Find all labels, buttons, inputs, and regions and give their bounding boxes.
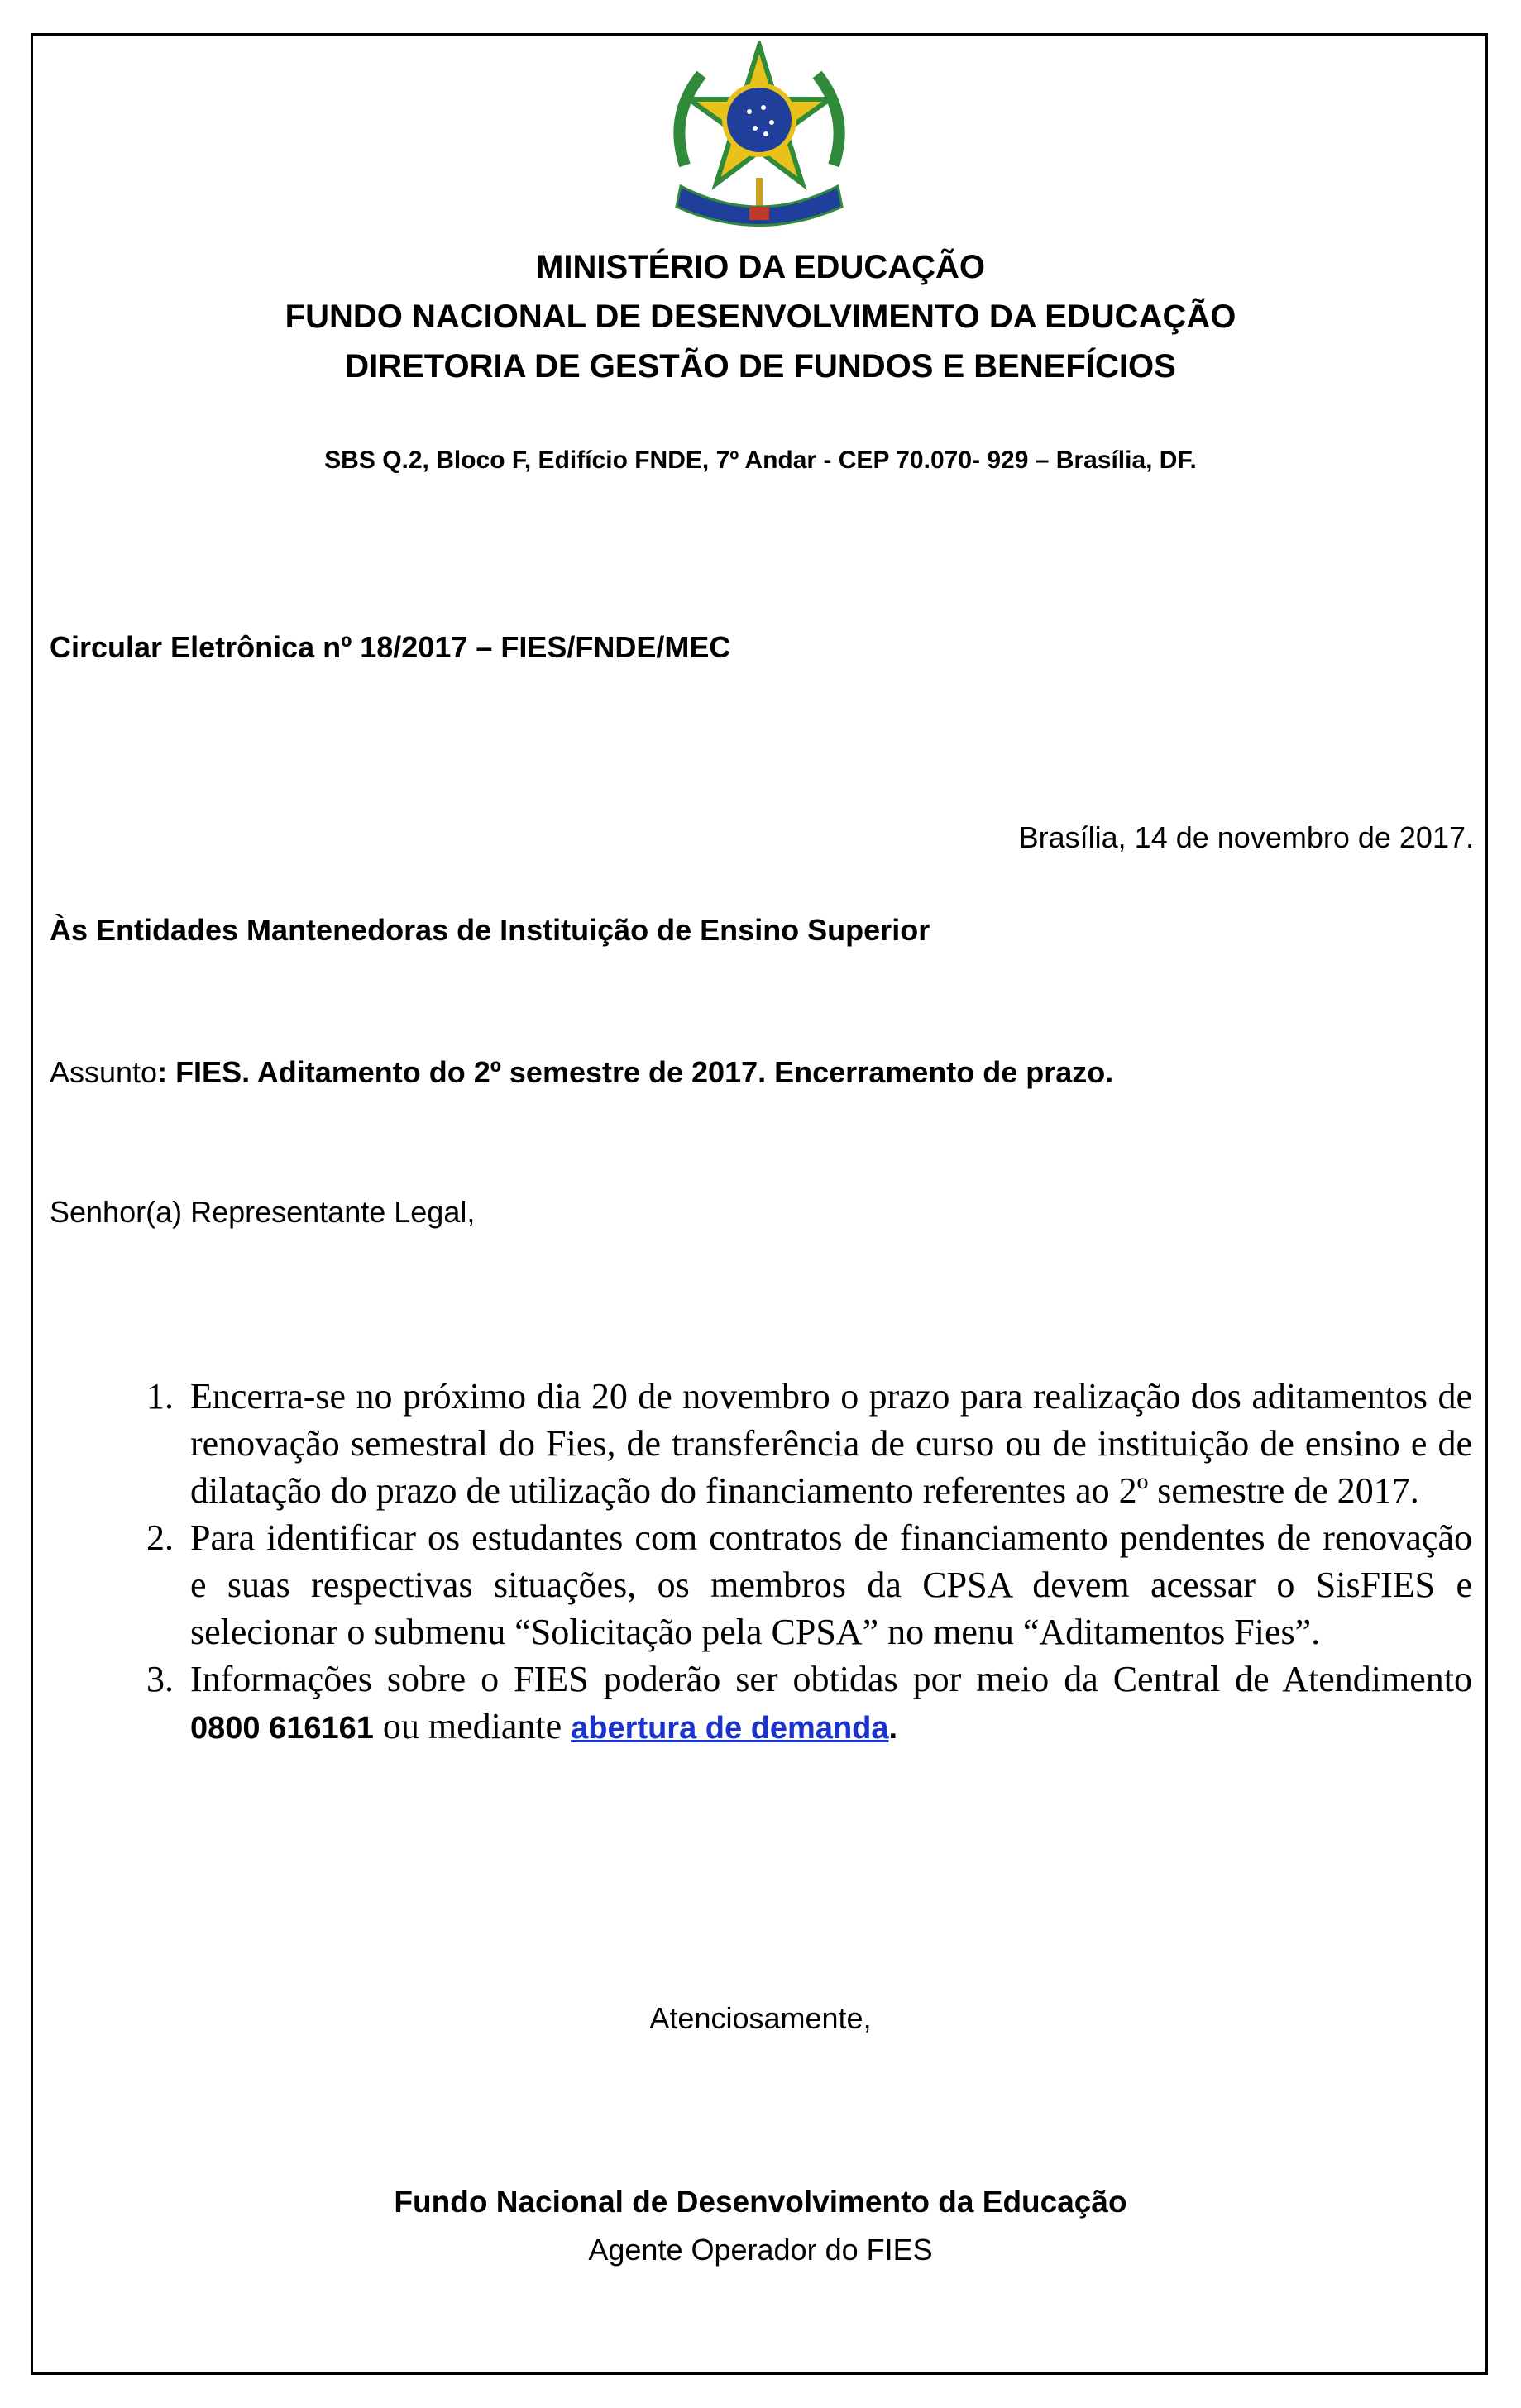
list-text: Para identificar os estudantes com contratos de financiamento pendentes de renovação e suas respectivas situações, os membros da CPSA devem acessar o SisFIES e selecionar o submenu “Solicitação pela CPSA” no menu “Aditamentos Fies”.: [190, 1517, 1472, 1652]
recipients: Às Entidades Mantenedoras de Instituição de Ensino Superior: [50, 913, 930, 947]
subject-label: Assunto: [50, 1055, 158, 1089]
list-item: [99, 1373, 1472, 1514]
list-text-middle: ou mediante: [373, 1706, 572, 1746]
date-line: Brasília, 14 de novembro de 2017.: [1018, 820, 1474, 854]
list-item: [99, 1514, 1472, 1656]
open-demand-link[interactable]: abertura de demanda: [571, 1711, 889, 1746]
circular-title: Circular Eletrônica nº 18/2017 – FIES/FNDE/MEC: [50, 630, 731, 664]
directorate-name: DIRETORIA DE GESTÃO DE FUNDOS E BENEFÍCIOS: [345, 348, 1176, 385]
list-number: 3.: [146, 1659, 174, 1699]
list-text: [190, 1656, 1472, 1752]
list-text: Encerra-se no próximo dia 20 de novembro o prazo para realização dos aditamentos de renovação semestral do Fies, de transferência de curso ou de instituição de ensino e de dilatação do prazo de utilização do financiamento referentes ao 2º semestre de 2017.: [190, 1376, 1472, 1511]
list-item: [99, 1656, 1472, 1752]
ministry-name: MINISTÉRIO DA EDUCAÇÃO: [536, 249, 985, 285]
list-text-before: Informações sobre o FIES poderão ser obtidas por meio da Central de Atendimento: [190, 1659, 1472, 1699]
list-number: 1.: [146, 1376, 174, 1417]
salutation: Senhor(a) Representante Legal,: [50, 1195, 476, 1229]
list-text-after: .: [888, 1711, 898, 1746]
subject-text: : FIES. Aditamento do 2º semestre de 2017. Encerramento de prazo.: [157, 1055, 1114, 1089]
phone-number: 0800 616161: [190, 1711, 374, 1746]
subject-line: [50, 1055, 1113, 1090]
fund-name: FUNDO NACIONAL DE DESENVOLVIMENTO DA EDUCAÇÃO: [285, 299, 1236, 335]
address: SBS Q.2, Bloco F, Edifício FNDE, 7º Andar - CEP 70.070- 929 – Brasília, DF.: [324, 447, 1197, 474]
closing: Atenciosamente,: [649, 2001, 872, 2035]
coat-of-arms-icon: [652, 41, 867, 240]
signature-role: Agente Operador do FIES: [588, 2233, 933, 2267]
signature-org: Fundo Nacional de Desenvolvimento da Educação: [394, 2185, 1127, 2219]
list-number: 2.: [146, 1517, 174, 1558]
numbered-list: [99, 1373, 1472, 1752]
